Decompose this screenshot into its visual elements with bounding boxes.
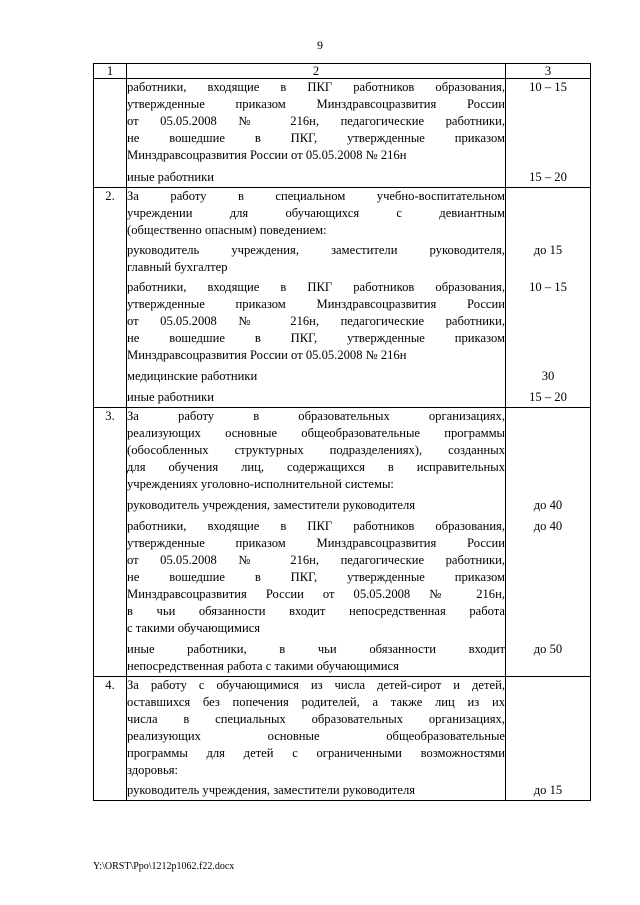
description-paragraph xyxy=(127,188,505,239)
row-number: 3. xyxy=(94,408,127,677)
row-rates xyxy=(506,677,591,801)
description-paragraph xyxy=(127,279,505,364)
description-line: медицинские работники xyxy=(127,369,258,383)
rate-value: до 15 xyxy=(533,243,563,257)
description-line: реализующих основные общеобразовательные xyxy=(127,729,505,743)
description-paragraph xyxy=(127,368,505,385)
description-line: иные работники, в чьи обязанности входит xyxy=(127,642,505,656)
row-number: 4. xyxy=(94,677,127,801)
description-line: здоровья: xyxy=(127,763,179,777)
table-row xyxy=(94,79,591,188)
description-line: (обособленных структурных подразделениях), созданных xyxy=(127,443,505,457)
header-col-2: 2 xyxy=(127,64,506,79)
description-paragraph xyxy=(127,677,505,779)
description-line: числа в специальных образовательных организациях, xyxy=(127,712,505,726)
description-line: утвержденные приказом Минздравсоцразвития России xyxy=(127,297,505,311)
description-line: Минздравсоцразвития России от 05.05.2008 № 216н xyxy=(127,348,407,362)
description-line: не вошедшие в ПКГ, утвержденные приказом xyxy=(127,331,505,345)
row-rates xyxy=(506,408,591,677)
description-line: Минздравсоцразвития России от 05.05.2008 № 216н xyxy=(127,148,407,162)
description-line: главный бухгалтер xyxy=(127,260,228,274)
description-line: для обучения лиц, содержащихся в исправительных xyxy=(127,460,505,474)
description-line: непосредственная работа с такими обучающимися xyxy=(127,659,399,673)
row-description xyxy=(127,188,506,408)
description-line: утвержденные приказом Минздравсоцразвития России xyxy=(127,97,505,111)
rate-value: до 40 xyxy=(533,519,563,533)
description-paragraph xyxy=(127,242,505,276)
description-line: не вошедшие в ПКГ, утвержденные приказом xyxy=(127,131,505,145)
description-line: руководитель учреждения, заместители руководителя, xyxy=(127,243,505,257)
table-row xyxy=(94,408,591,677)
row-rates xyxy=(506,79,591,188)
description-line: За работу с обучающимися из числа детей-сирот и детей, xyxy=(127,678,505,692)
description-line: (общественно опасным) поведением: xyxy=(127,223,327,237)
row-description xyxy=(127,79,506,188)
description-line: иные работники xyxy=(127,390,214,404)
rate-value: до 15 xyxy=(533,783,563,797)
table-row xyxy=(94,677,591,801)
description-line: руководитель учреждения, заместители руководителя xyxy=(127,783,416,797)
file-path: Y:\ORST\Ppo\1212p1062.f22.docx xyxy=(93,861,235,872)
description-line: За работу в специальном учебно-воспитательном xyxy=(127,189,505,203)
description-line: от 05.05.2008 № 216н, педагогические работники, xyxy=(127,314,505,328)
description-paragraph xyxy=(127,518,505,637)
description-line: За работу в образовательных организациях, xyxy=(127,409,505,423)
description-line: программы для детей с ограниченными возможностями xyxy=(127,746,505,760)
row-rates xyxy=(506,188,591,408)
rate-value: 15 – 20 xyxy=(529,170,567,184)
row-description xyxy=(127,677,506,801)
header-col-3: 3 xyxy=(506,64,591,79)
description-line: работники, входящие в ПКГ работников образования, xyxy=(127,80,505,94)
description-paragraph xyxy=(127,782,505,799)
description-line: учреждении для обучающихся с девиантным xyxy=(127,206,505,220)
table-header-row xyxy=(94,64,591,79)
allowance-table xyxy=(93,63,591,801)
description-line: руководитель учреждения, заместители руководителя xyxy=(127,498,416,512)
header-col-1: 1 xyxy=(94,64,127,79)
description-paragraph xyxy=(127,389,505,406)
description-line: утвержденные приказом Минздравсоцразвития России xyxy=(127,536,505,550)
description-line: иные работники xyxy=(127,170,214,184)
description-line: не вошедшие в ПКГ, утвержденные приказом xyxy=(127,570,505,584)
description-line: оставшихся без попечения родителей, а также лиц из их xyxy=(127,695,505,709)
description-line: с такими обучающимися xyxy=(127,621,261,635)
description-paragraph xyxy=(127,497,505,514)
row-number xyxy=(94,79,127,188)
rate-value: 15 – 20 xyxy=(529,390,567,404)
description-line: работники, входящие в ПКГ работников образования, xyxy=(127,519,505,533)
description-line: в чьи обязанности входит непосредственная работа xyxy=(127,604,505,618)
page-number: 9 xyxy=(317,38,323,52)
rate-value: 30 xyxy=(541,369,555,383)
rate-value: до 50 xyxy=(533,642,563,656)
table-row xyxy=(94,188,591,408)
description-paragraph xyxy=(127,169,505,186)
description-line: работники, входящие в ПКГ работников образования, xyxy=(127,280,505,294)
description-line: реализующих основные общеобразовательные программы xyxy=(127,426,505,440)
description-paragraph xyxy=(127,408,505,493)
rate-value: 10 – 15 xyxy=(529,80,567,94)
row-number: 2. xyxy=(94,188,127,408)
description-line: учреждениях уголовно-исполнительной системы: xyxy=(127,477,394,491)
description-line: от 05.05.2008 № 216н, педагогические работники, xyxy=(127,553,505,567)
description-line: от 05.05.2008 № 216н, педагогические работники, xyxy=(127,114,505,128)
rate-value: до 40 xyxy=(533,498,563,512)
row-description xyxy=(127,408,506,677)
rate-value: 10 – 15 xyxy=(529,280,567,294)
description-paragraph xyxy=(127,79,505,164)
description-line: Минздравсоцразвития России от 05.05.2008 № 216н, xyxy=(127,587,505,601)
description-paragraph xyxy=(127,641,505,675)
